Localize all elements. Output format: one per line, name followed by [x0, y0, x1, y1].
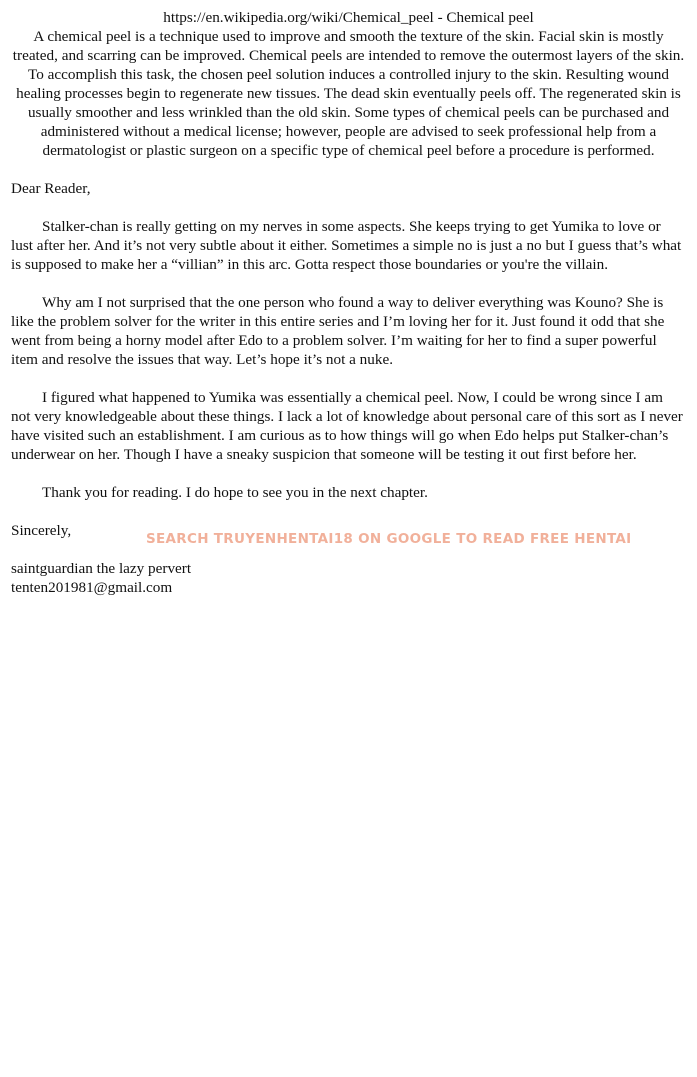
letter-paragraph-3: I figured what happened to Yumika was essentially a chemical peel. Now, I could be wrong since I am not very knowledgeable about these things. I lack a lot of knowledge about personal care of this sort as I never have visited such an establishment. I am curious as to how things will go when Edo helps put Stalker-chan’s underwear on her. Though I have a sneaky suspicion that someone will be testing it out first before her. — [11, 389, 683, 463]
letter-paragraph-1: Stalker-chan is really getting on my nerves in some aspects. She keeps trying to get Yumika to love or lust after her. And it’s not very subtle about it either. Sometimes a simple no is just a no but I guess that’s what is supposed to make her a “villian” in this arc. Gotta respect those boundaries or you're the villain. — [11, 218, 682, 273]
signature-block — [11, 559, 686, 597]
closing: Sincerely, — [11, 522, 72, 539]
watermark-text: SEARCH TRUYENHENTAI18 ON GOOGLE TO READ FREE HENTAI — [146, 531, 632, 547]
source-header — [11, 8, 686, 160]
signature-email: tenten201981@gmail.com — [11, 579, 173, 596]
letter-paragraph-2: Why am I not surprised that the one person who found a way to deliver everything was Kouno? She is like the problem solver for the writer in this entire series and I’m loving her for it. Just found it odd that she went from being a horny model after Edo to a problem solver. I’m waiting for her to find a super powerful item and resolve the issues that way. Let’s hope it’s not a nuke. — [11, 294, 665, 368]
definition-text: A chemical peel is a technique used to improve and smooth the texture of the skin. Facial skin is mostly treated, and scarring can be improved. Chemical peels are intended to remove the outermost layers of the skin. To accomplish this task, the chosen peel solution induces a controlled injury to the skin. Resulting wound healing processes begin to regenerate new tissues. The dead skin eventually peels off. The regenerated skin is usually smoother and less wrinkled than the old skin. Some types of chemical peels can be purchased and administered without a medical license; however, people are advised to seek professional help from a dermatologist or plastic surgeon on a specific type of chemical peel before a procedure is performed. — [12, 28, 685, 159]
salutation: Dear Reader, — [11, 180, 91, 197]
letter-paragraph-4: Thank you for reading. I do hope to see you in the next chapter. — [42, 484, 428, 501]
signature-name: saintguardian the lazy pervert — [11, 560, 192, 577]
source-reference: https://en.wikipedia.org/wiki/Chemical_peel - Chemical peel — [163, 9, 534, 26]
